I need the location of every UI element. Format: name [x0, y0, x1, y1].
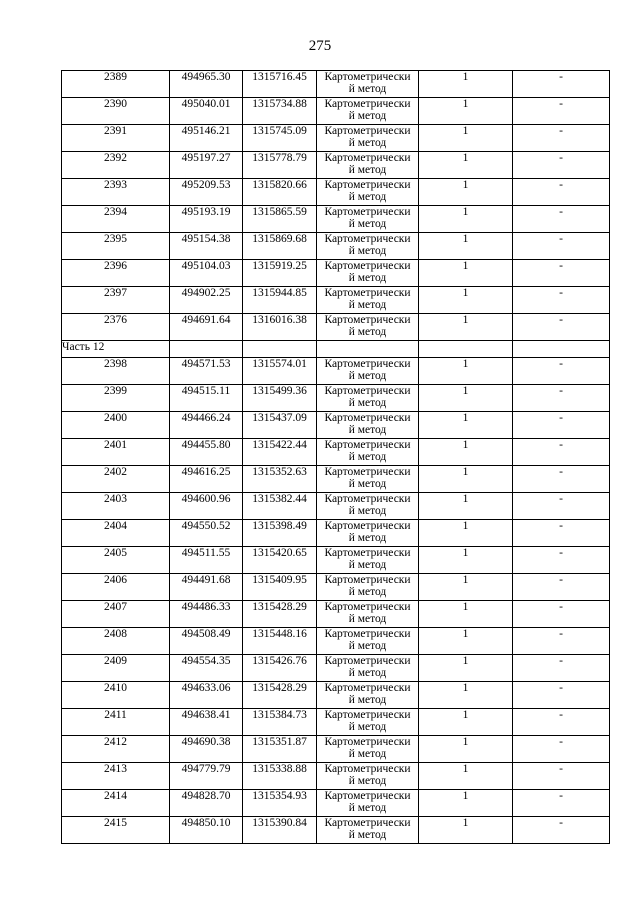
method-cell [317, 547, 419, 574]
method-cell [317, 260, 419, 287]
method-cell [317, 493, 419, 520]
accuracy-cell: 1 [419, 206, 513, 233]
table-row [62, 547, 610, 574]
method-text-line2: й метод [348, 164, 387, 176]
coordinates-table [61, 70, 610, 844]
method-cell [317, 233, 419, 260]
point-number-cell: 2399 [62, 385, 170, 412]
coordinates-table-body [62, 71, 610, 844]
accuracy-cell: 1 [419, 233, 513, 260]
x-coordinate-cell: 495209.53 [170, 179, 243, 206]
method-text-line2: й метод [348, 451, 387, 463]
method-text-line2: й метод [348, 667, 387, 679]
accuracy-cell: 1 [419, 763, 513, 790]
x-coordinate-cell: 494515.11 [170, 385, 243, 412]
point-number-cell: 2391 [62, 125, 170, 152]
point-number-cell: 2401 [62, 439, 170, 466]
x-coordinate-cell: 494850.10 [170, 817, 243, 844]
y-coordinate-cell: 1315382.44 [243, 493, 317, 520]
method-text-line2: й метод [348, 694, 387, 706]
accuracy-cell: 1 [419, 466, 513, 493]
x-coordinate-cell: 494690.38 [170, 736, 243, 763]
method-text-line2: й метод [348, 299, 387, 311]
accuracy-cell: 1 [419, 412, 513, 439]
note-cell: - [513, 412, 610, 439]
y-coordinate-cell: 1315384.73 [243, 709, 317, 736]
x-coordinate-cell: 494511.55 [170, 547, 243, 574]
method-cell [317, 439, 419, 466]
note-cell: - [513, 314, 610, 341]
table-row [62, 682, 610, 709]
table-row [62, 260, 610, 287]
method-cell [317, 98, 419, 125]
accuracy-cell: 1 [419, 439, 513, 466]
accuracy-cell: 1 [419, 260, 513, 287]
accuracy-cell: 1 [419, 493, 513, 520]
method-text-line1: Картометрически [324, 233, 411, 245]
note-cell: - [513, 466, 610, 493]
table-row [62, 466, 610, 493]
note-cell: - [513, 71, 610, 98]
table-row [62, 736, 610, 763]
method-cell [317, 287, 419, 314]
method-text-line1: Картометрически [324, 736, 411, 748]
y-coordinate-cell: 1315865.59 [243, 206, 317, 233]
method-text-line2: й метод [348, 505, 387, 517]
method-text-line2: й метод [348, 478, 387, 490]
method-text-line1: Картометрически [324, 385, 411, 397]
accuracy-cell: 1 [419, 655, 513, 682]
method-cell [317, 736, 419, 763]
method-cell [317, 574, 419, 601]
table-row [62, 763, 610, 790]
note-cell: - [513, 152, 610, 179]
table-row [62, 287, 610, 314]
x-coordinate-cell: 495154.38 [170, 233, 243, 260]
method-text-line1: Картометрически [324, 179, 411, 191]
table-row [62, 520, 610, 547]
note-cell: - [513, 385, 610, 412]
method-text-line2: й метод [348, 640, 387, 652]
method-text-line2: й метод [348, 424, 387, 436]
note-cell: - [513, 179, 610, 206]
x-coordinate-cell: 494616.25 [170, 466, 243, 493]
method-cell [317, 709, 419, 736]
note-cell: - [513, 358, 610, 385]
method-cell [317, 179, 419, 206]
method-text-line1: Картометрически [324, 439, 411, 451]
point-number-cell: 2411 [62, 709, 170, 736]
method-text-line2: й метод [348, 397, 387, 409]
method-text-line1: Картометрически [324, 98, 411, 110]
y-coordinate-cell: 1315354.93 [243, 790, 317, 817]
method-cell [317, 628, 419, 655]
y-coordinate-cell: 1315919.25 [243, 260, 317, 287]
method-text-line2: й метод [348, 559, 387, 571]
point-number-cell: 2413 [62, 763, 170, 790]
x-coordinate-cell: 494554.35 [170, 655, 243, 682]
method-text-line2: й метод [348, 802, 387, 814]
method-cell [317, 412, 419, 439]
table-row [62, 233, 610, 260]
note-cell: - [513, 493, 610, 520]
method-cell [317, 601, 419, 628]
method-text-line1: Картометрически [324, 314, 411, 326]
point-number-cell: 2410 [62, 682, 170, 709]
method-cell [317, 385, 419, 412]
point-number-cell: 2403 [62, 493, 170, 520]
point-number-cell: 2393 [62, 179, 170, 206]
method-cell [317, 466, 419, 493]
y-coordinate-cell: 1315398.49 [243, 520, 317, 547]
method-text-line1: Картометрически [324, 763, 411, 775]
method-text-line2: й метод [348, 137, 387, 149]
x-coordinate-cell: 494691.64 [170, 314, 243, 341]
y-coordinate-cell: 1315448.16 [243, 628, 317, 655]
note-cell: - [513, 574, 610, 601]
table-row [62, 385, 610, 412]
table-row [62, 493, 610, 520]
table-row [62, 206, 610, 233]
table-row [62, 601, 610, 628]
method-text-line2: й метод [348, 245, 387, 257]
x-coordinate-cell: 494638.41 [170, 709, 243, 736]
y-coordinate-cell: 1315428.29 [243, 601, 317, 628]
method-text-line2: й метод [348, 532, 387, 544]
x-coordinate-cell: 495146.21 [170, 125, 243, 152]
y-coordinate-cell: 1315869.68 [243, 233, 317, 260]
method-text-line1: Картометрически [324, 790, 411, 802]
method-text-line2: й метод [348, 748, 387, 760]
empty-cell [419, 341, 513, 358]
accuracy-cell: 1 [419, 314, 513, 341]
x-coordinate-cell: 494828.70 [170, 790, 243, 817]
method-cell [317, 206, 419, 233]
point-number-cell: 2414 [62, 790, 170, 817]
accuracy-cell: 1 [419, 547, 513, 574]
y-coordinate-cell: 1315426.76 [243, 655, 317, 682]
method-text-line2: й метод [348, 272, 387, 284]
note-cell: - [513, 547, 610, 574]
method-text-line1: Картометрически [324, 412, 411, 424]
note-cell: - [513, 125, 610, 152]
table-row [62, 790, 610, 817]
note-cell: - [513, 260, 610, 287]
point-number-cell: 2412 [62, 736, 170, 763]
y-coordinate-cell: 1315420.65 [243, 547, 317, 574]
x-coordinate-cell: 494491.68 [170, 574, 243, 601]
x-coordinate-cell: 494486.33 [170, 601, 243, 628]
accuracy-cell: 1 [419, 358, 513, 385]
point-number-cell: 2376 [62, 314, 170, 341]
method-cell [317, 125, 419, 152]
table-row [62, 628, 610, 655]
accuracy-cell: 1 [419, 790, 513, 817]
y-coordinate-cell: 1315574.01 [243, 358, 317, 385]
y-coordinate-cell: 1315409.95 [243, 574, 317, 601]
part-label-cell: Часть 12 [62, 341, 170, 358]
note-cell: - [513, 233, 610, 260]
method-text-line2: й метод [348, 775, 387, 787]
method-text-line1: Картометрически [324, 287, 411, 299]
method-text-line1: Картометрически [324, 709, 411, 721]
accuracy-cell: 1 [419, 125, 513, 152]
x-coordinate-cell: 494965.30 [170, 71, 243, 98]
point-number-cell: 2408 [62, 628, 170, 655]
point-number-cell: 2407 [62, 601, 170, 628]
method-text-line2: й метод [348, 326, 387, 338]
method-text-line1: Картометрически [324, 520, 411, 532]
method-cell [317, 655, 419, 682]
y-coordinate-cell: 1315716.45 [243, 71, 317, 98]
note-cell: - [513, 520, 610, 547]
point-number-cell: 2406 [62, 574, 170, 601]
note-cell: - [513, 287, 610, 314]
method-text-line1: Картометрически [324, 601, 411, 613]
x-coordinate-cell: 494600.96 [170, 493, 243, 520]
y-coordinate-cell: 1315422.44 [243, 439, 317, 466]
method-text-line1: Картометрически [324, 817, 411, 829]
x-coordinate-cell: 494779.79 [170, 763, 243, 790]
table-row [62, 817, 610, 844]
table-row [62, 71, 610, 98]
method-cell [317, 520, 419, 547]
note-cell: - [513, 206, 610, 233]
accuracy-cell: 1 [419, 98, 513, 125]
accuracy-cell: 1 [419, 736, 513, 763]
y-coordinate-cell: 1315352.63 [243, 466, 317, 493]
note-cell: - [513, 601, 610, 628]
x-coordinate-cell: 494550.52 [170, 520, 243, 547]
note-cell: - [513, 439, 610, 466]
method-text-line2: й метод [348, 586, 387, 598]
point-number-cell: 2392 [62, 152, 170, 179]
method-text-line1: Картометрически [324, 547, 411, 559]
method-cell [317, 152, 419, 179]
x-coordinate-cell: 495040.01 [170, 98, 243, 125]
part-row [62, 341, 610, 358]
method-text-line2: й метод [348, 191, 387, 203]
method-text-line2: й метод [348, 110, 387, 122]
empty-cell [317, 341, 419, 358]
method-text-line1: Картометрически [324, 71, 411, 83]
method-cell [317, 682, 419, 709]
method-text-line1: Картометрически [324, 574, 411, 586]
point-number-cell: 2409 [62, 655, 170, 682]
method-cell [317, 763, 419, 790]
table-row [62, 125, 610, 152]
x-coordinate-cell: 494902.25 [170, 287, 243, 314]
point-number-cell: 2400 [62, 412, 170, 439]
method-text-line1: Картометрически [324, 466, 411, 478]
accuracy-cell: 1 [419, 520, 513, 547]
accuracy-cell: 1 [419, 179, 513, 206]
method-text-line1: Картометрически [324, 260, 411, 272]
point-number-cell: 2389 [62, 71, 170, 98]
method-cell [317, 314, 419, 341]
note-cell: - [513, 763, 610, 790]
method-text-line1: Картометрически [324, 206, 411, 218]
x-coordinate-cell: 495193.19 [170, 206, 243, 233]
method-text-line2: й метод [348, 83, 387, 95]
y-coordinate-cell: 1315778.79 [243, 152, 317, 179]
table-row [62, 152, 610, 179]
y-coordinate-cell: 1315338.88 [243, 763, 317, 790]
method-text-line1: Картометрически [324, 125, 411, 137]
method-text-line1: Картометрически [324, 358, 411, 370]
accuracy-cell: 1 [419, 817, 513, 844]
page-number: 275 [308, 38, 332, 54]
method-text-line2: й метод [348, 829, 387, 841]
point-number-cell: 2405 [62, 547, 170, 574]
accuracy-cell: 1 [419, 71, 513, 98]
note-cell: - [513, 817, 610, 844]
y-coordinate-cell: 1315351.87 [243, 736, 317, 763]
table-row [62, 179, 610, 206]
y-coordinate-cell: 1315745.09 [243, 125, 317, 152]
note-cell: - [513, 98, 610, 125]
note-cell: - [513, 682, 610, 709]
table-row [62, 655, 610, 682]
note-cell: - [513, 709, 610, 736]
accuracy-cell: 1 [419, 152, 513, 179]
note-cell: - [513, 655, 610, 682]
y-coordinate-cell: 1315499.36 [243, 385, 317, 412]
method-text-line2: й метод [348, 721, 387, 733]
point-number-cell: 2402 [62, 466, 170, 493]
method-text-line1: Картометрически [324, 628, 411, 640]
table-row [62, 574, 610, 601]
x-coordinate-cell: 494508.49 [170, 628, 243, 655]
method-cell [317, 817, 419, 844]
accuracy-cell: 1 [419, 709, 513, 736]
y-coordinate-cell: 1316016.38 [243, 314, 317, 341]
method-text-line2: й метод [348, 218, 387, 230]
method-text-line1: Картометрически [324, 655, 411, 667]
point-number-cell: 2395 [62, 233, 170, 260]
x-coordinate-cell: 494466.24 [170, 412, 243, 439]
y-coordinate-cell: 1315437.09 [243, 412, 317, 439]
point-number-cell: 2415 [62, 817, 170, 844]
accuracy-cell: 1 [419, 574, 513, 601]
y-coordinate-cell: 1315734.88 [243, 98, 317, 125]
x-coordinate-cell: 494633.06 [170, 682, 243, 709]
table-row [62, 358, 610, 385]
table-row [62, 439, 610, 466]
point-number-cell: 2394 [62, 206, 170, 233]
method-text-line1: Картометрически [324, 493, 411, 505]
accuracy-cell: 1 [419, 682, 513, 709]
method-text-line2: й метод [348, 613, 387, 625]
x-coordinate-cell: 494571.53 [170, 358, 243, 385]
method-cell [317, 358, 419, 385]
point-number-cell: 2398 [62, 358, 170, 385]
empty-cell [170, 341, 243, 358]
y-coordinate-cell: 1315820.66 [243, 179, 317, 206]
note-cell: - [513, 628, 610, 655]
table-row [62, 98, 610, 125]
note-cell: - [513, 736, 610, 763]
point-number-cell: 2396 [62, 260, 170, 287]
accuracy-cell: 1 [419, 628, 513, 655]
method-text-line1: Картометрически [324, 152, 411, 164]
y-coordinate-cell: 1315428.29 [243, 682, 317, 709]
accuracy-cell: 1 [419, 385, 513, 412]
y-coordinate-cell: 1315944.85 [243, 287, 317, 314]
note-cell: - [513, 790, 610, 817]
table-row [62, 412, 610, 439]
method-text-line2: й метод [348, 370, 387, 382]
empty-cell [243, 341, 317, 358]
table-row [62, 314, 610, 341]
accuracy-cell: 1 [419, 287, 513, 314]
x-coordinate-cell: 495197.27 [170, 152, 243, 179]
x-coordinate-cell: 494455.80 [170, 439, 243, 466]
method-cell [317, 71, 419, 98]
point-number-cell: 2404 [62, 520, 170, 547]
y-coordinate-cell: 1315390.84 [243, 817, 317, 844]
point-number-cell: 2397 [62, 287, 170, 314]
empty-cell [513, 341, 610, 358]
x-coordinate-cell: 495104.03 [170, 260, 243, 287]
table-row [62, 709, 610, 736]
method-cell [317, 790, 419, 817]
method-text-line1: Картометрически [324, 682, 411, 694]
point-number-cell: 2390 [62, 98, 170, 125]
accuracy-cell: 1 [419, 601, 513, 628]
